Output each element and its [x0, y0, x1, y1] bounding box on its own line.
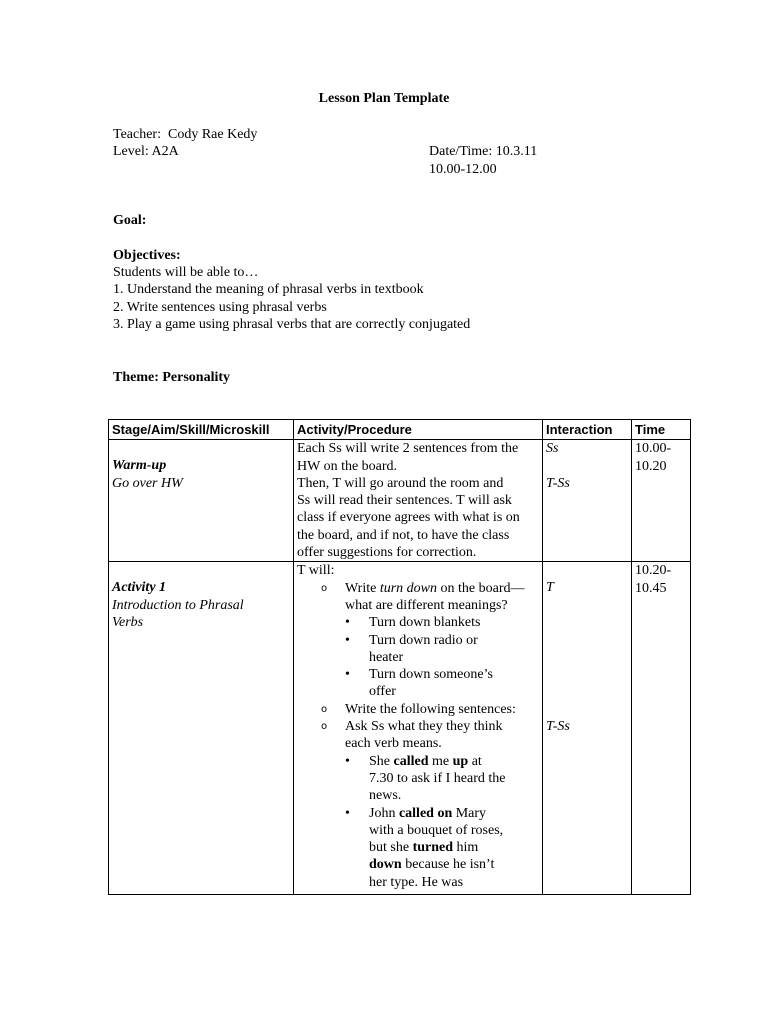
list-item: o Write the following sentences: [321, 701, 516, 717]
activity-line: HW on the board. [297, 458, 398, 474]
lesson-plan-table [108, 419, 691, 895]
time-value: 10.45 [635, 580, 667, 596]
teacher-name: Cody Rae Kedy [167, 127, 258, 142]
activity-line: the board, and if not, to have the class [297, 527, 510, 543]
header-activity: Activity/Procedure [294, 420, 543, 440]
teacher-line [113, 126, 257, 143]
list-item: • Turn down radio or heater [345, 632, 478, 665]
bullet-icon: • [345, 667, 350, 683]
list-item: • Turn down someone’s offer [345, 667, 493, 700]
teacher-label: Teacher: [113, 127, 161, 142]
sentences-list [321, 753, 539, 891]
stage-title: Warm-up [112, 458, 167, 474]
bullet-icon: • [345, 632, 350, 648]
objective-item: 2. Write sentences using phrasal verbs [113, 300, 327, 315]
level-line: Level: A2A [113, 144, 179, 159]
time-cell [632, 562, 691, 895]
interaction-value: Ss [546, 441, 559, 457]
table-row [109, 562, 691, 895]
table-header-row [109, 420, 691, 440]
bullet-icon: • [345, 805, 350, 821]
header-time: Time [632, 420, 691, 440]
list-item: o Write turn down on the board— what are different meanings? • Turn down blankets • Turn down radio or heater • Turn down someone’s offer [297, 580, 539, 701]
datetime-line-2: 10.00-12.00 [429, 162, 497, 177]
activity-line: class if everyone agrees with what is on [297, 510, 520, 526]
interaction-value: T-Ss [546, 475, 570, 491]
time-value: 10.20 [635, 458, 667, 474]
datetime-line-1: Date/Time: 10.3.11 [429, 144, 538, 159]
time-value: 10.20- [635, 563, 672, 579]
activity-cell [294, 562, 543, 895]
interaction-value: T-Ss [546, 718, 570, 734]
objective-item: 1. Understand the meaning of phrasal verbs in textbook [113, 282, 424, 297]
activity-cell [294, 440, 543, 562]
stage-subtitle: Introduction to Phrasal [112, 597, 244, 613]
meanings-list [321, 614, 539, 700]
activity-line: offer suggestions for correction. [297, 545, 477, 561]
stage-title: Activity 1 [112, 580, 167, 596]
objective-item: 3. Play a game using phrasal verbs that are correctly conjugated [113, 317, 471, 332]
stage-cell [109, 562, 294, 895]
procedure-list [297, 580, 539, 891]
bullet-icon: • [345, 753, 350, 769]
goal-label: Goal: [113, 213, 147, 228]
bullet-icon: • [345, 615, 350, 631]
circle-bullet-icon: o [321, 703, 328, 715]
header-stage: Stage/Aim/Skill/Microskill [109, 420, 294, 440]
list-item: • John called on Mary with a bouquet of roses, but she turned him down because he isn’t her type. He was [345, 805, 504, 890]
objectives-intro: Students will be able to… [113, 265, 259, 280]
list-item: o Ask Ss what they they think each verb means. • She called me up at 7.30 to ask if I heard the news. • John called on Mary with a bouquet of roses, but she turned him down because he isn’t her type. He was [297, 718, 539, 891]
time-cell [632, 440, 691, 562]
activity-line: Each Ss will write 2 sentences from the [297, 441, 519, 457]
stage-cell [109, 440, 294, 562]
interaction-value: T [546, 580, 554, 596]
stage-subtitle: Verbs [112, 614, 144, 630]
activity-line: Ss will read their sentences. T will ask [297, 493, 512, 509]
theme-line: Theme: Personality [113, 370, 231, 385]
time-value: 10.00- [635, 441, 672, 457]
stage-subtitle: Go over HW [112, 475, 183, 491]
circle-bullet-icon: o [321, 582, 328, 594]
activity-intro: T will: [297, 563, 335, 579]
objectives-label: Objectives: [113, 248, 181, 263]
list-item: • Turn down blankets [345, 615, 481, 631]
header-interaction: Interaction [543, 420, 632, 440]
interaction-cell [543, 440, 632, 562]
list-item: • She called me up at 7.30 to ask if I heard the news. [345, 753, 506, 804]
circle-bullet-icon: o [321, 721, 328, 733]
document-title: Lesson Plan Template [318, 91, 450, 106]
activity-line: Then, T will go around the room and [297, 475, 504, 491]
interaction-cell [543, 562, 632, 895]
table-row [109, 440, 691, 562]
